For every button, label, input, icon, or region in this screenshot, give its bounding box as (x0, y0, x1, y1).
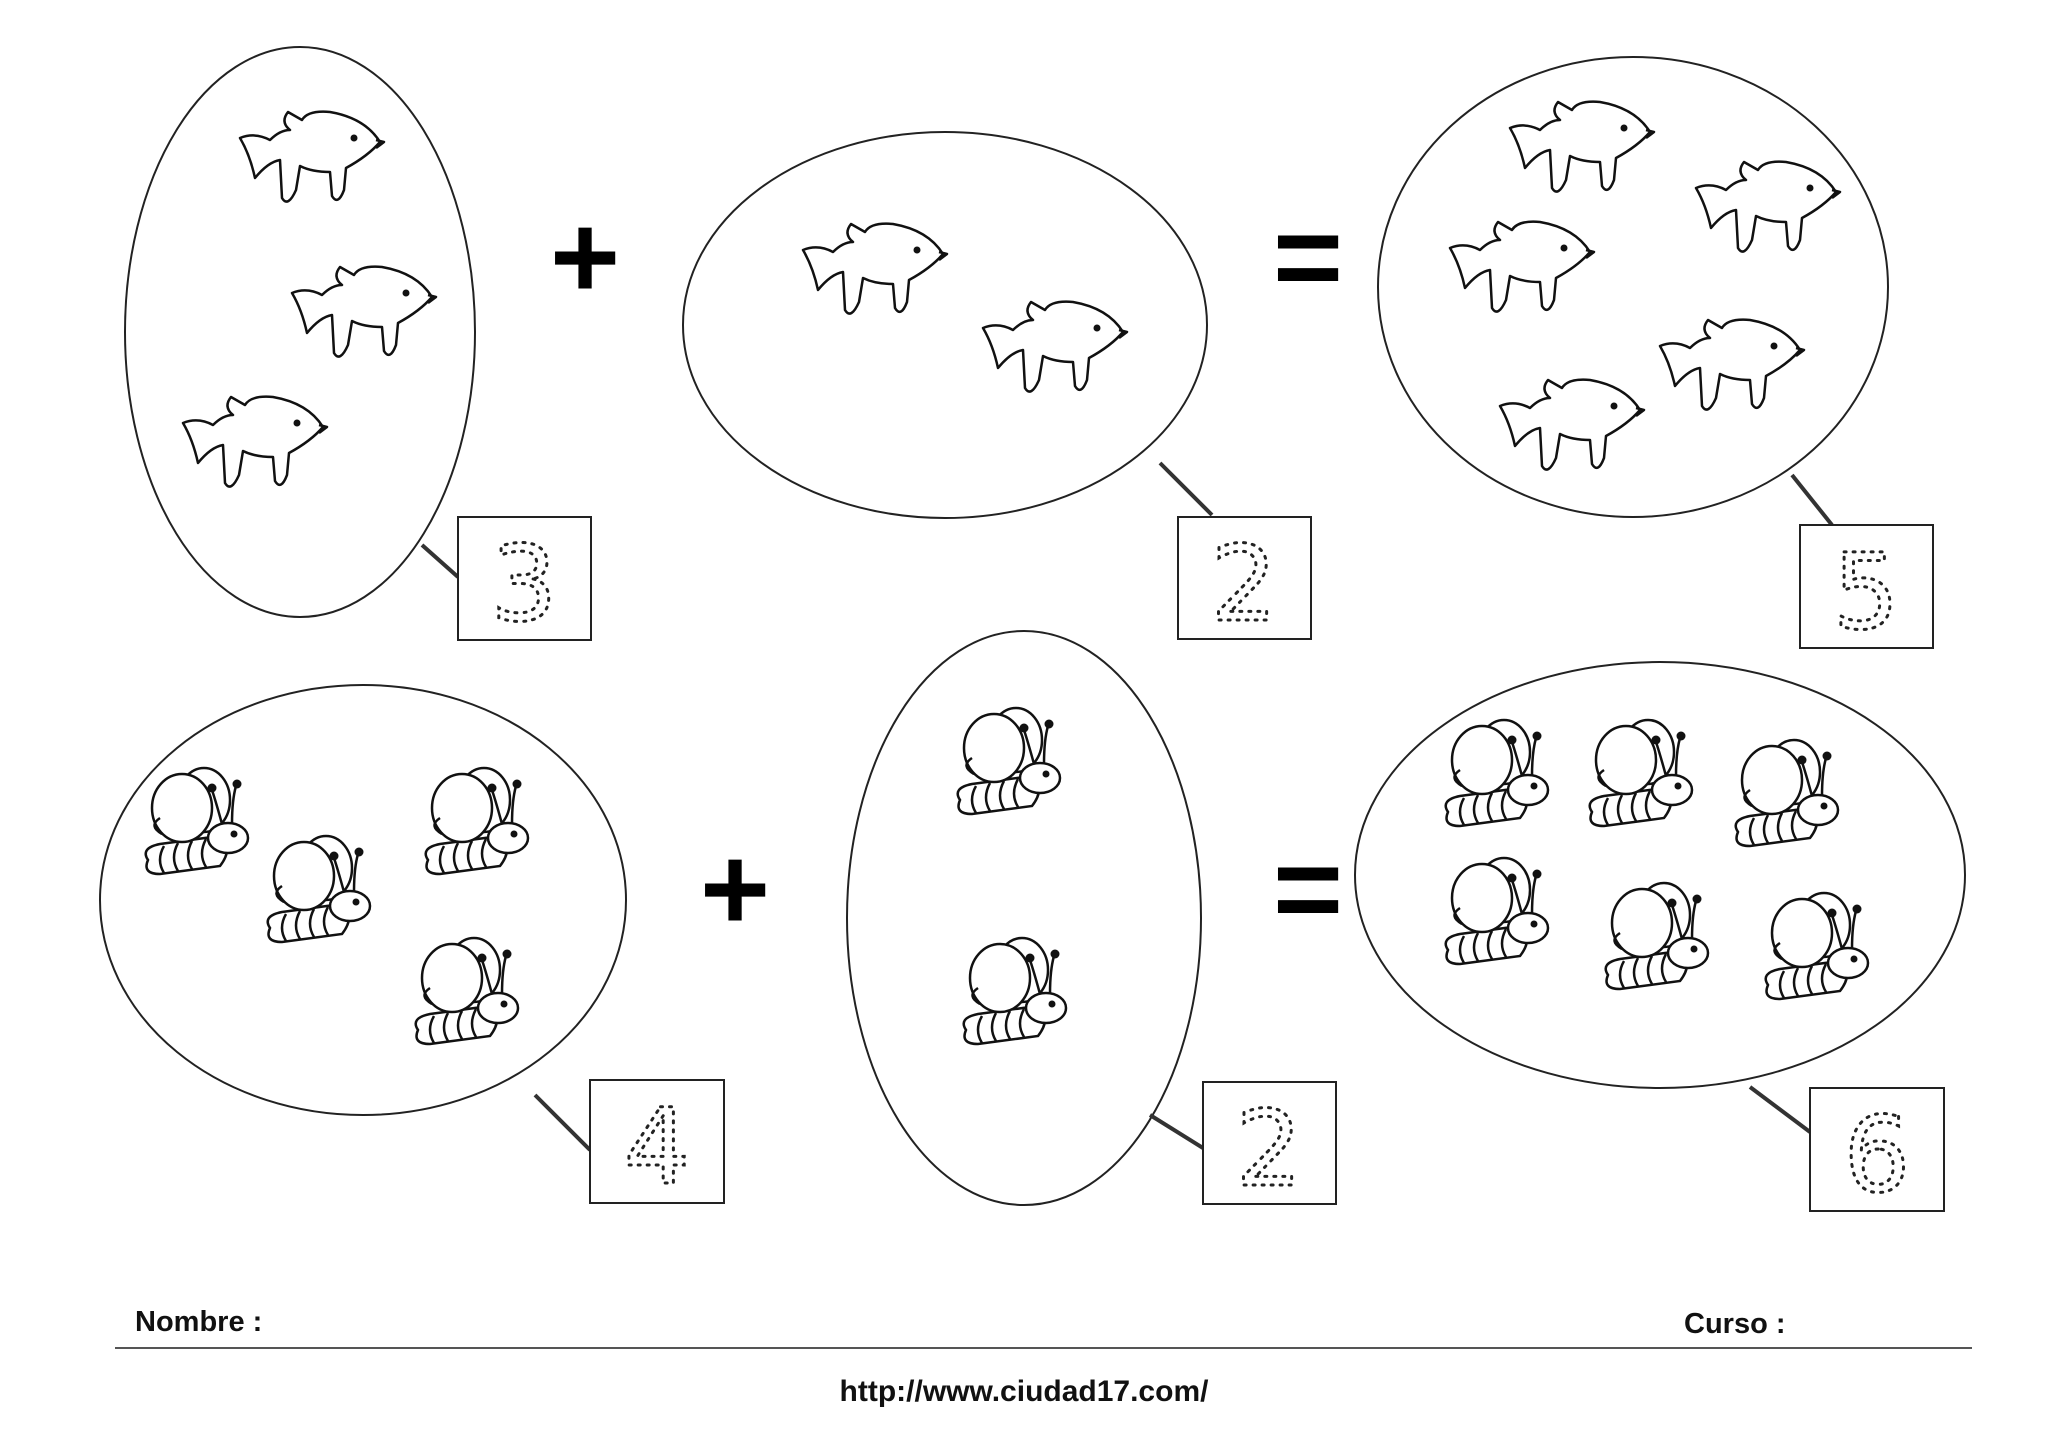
dotted-number-addend1: 3 (490, 523, 558, 645)
dotted-number-result: 6 (1843, 1094, 1911, 1216)
dotted-number-result: 5 (1832, 531, 1900, 653)
problem-2 (100, 631, 1965, 1216)
connector-line (1792, 475, 1832, 525)
dotted-number-addend2: 2 (1210, 523, 1278, 645)
dotted-number-addend2: 2 (1235, 1088, 1303, 1210)
connector-line (535, 1095, 590, 1150)
dotted-number-addend1: 4 (623, 1086, 691, 1208)
equals-sign: = (1272, 822, 1344, 956)
connector-line (1160, 463, 1212, 515)
website-url: http://www.ciudad17.com/ (839, 1375, 1209, 1408)
connector-line (1750, 1087, 1810, 1132)
equals-sign: = (1272, 190, 1344, 324)
plus-sign: + (549, 190, 621, 324)
set-oval-addend2 (683, 132, 1207, 518)
plus-sign: + (699, 822, 771, 956)
problem-1 (125, 47, 1933, 653)
name-course-underline (115, 1347, 1972, 1349)
name-label: Nombre : (135, 1306, 263, 1338)
connector-line (1150, 1115, 1203, 1148)
course-label: Curso : (1684, 1308, 1786, 1340)
connector-line (422, 545, 458, 577)
